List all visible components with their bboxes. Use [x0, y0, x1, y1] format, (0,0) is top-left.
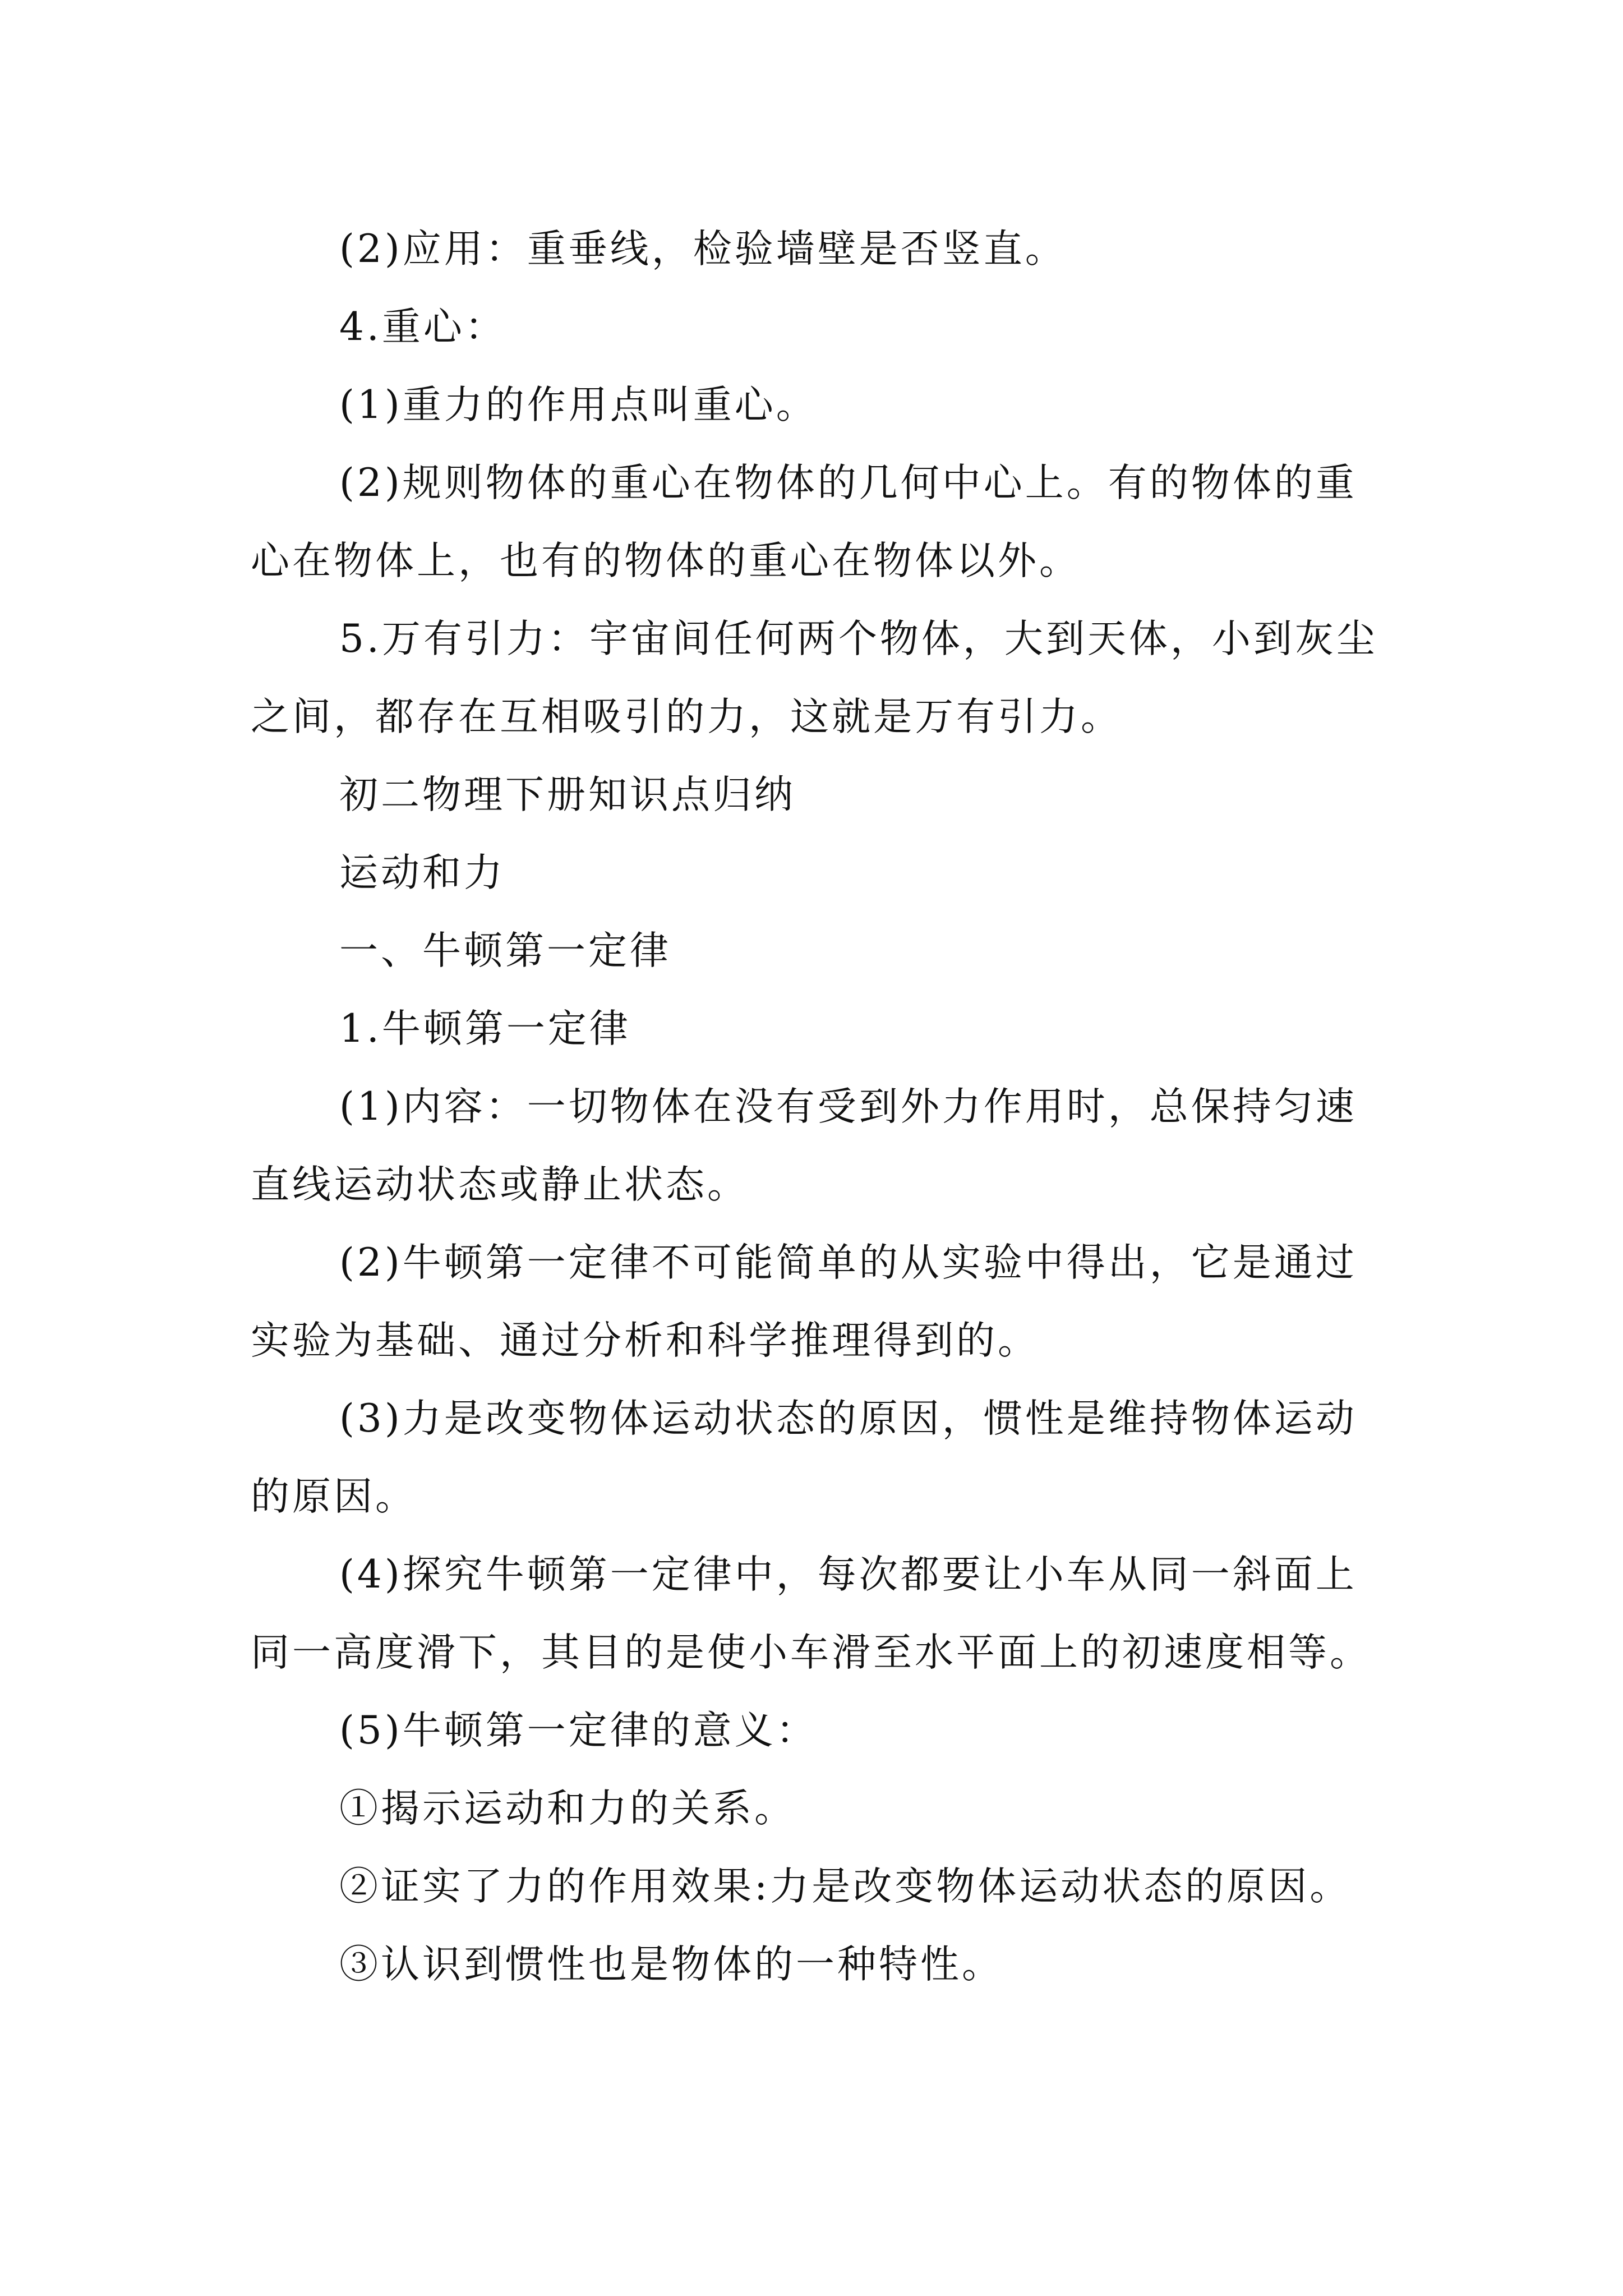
list-item-significance-3: ③认识到惯性也是物体的一种特性。 [339, 1942, 1003, 1987]
heading-center-of-gravity: 4.重心： [339, 305, 506, 349]
paragraph-law-derivation: (2)牛顿第一定律不可能简单的从实验中得出，它是通过实验为基础、通过分析和科学推理得到的。 [251, 1240, 1357, 1363]
paragraph-regular-object-center: (2)规则物体的重心在物体的几何中心上。有的物体的重心在物体上，也有的物体的重心在物体以外。 [251, 461, 1357, 583]
heading-newton-first-law: 一、牛顿第一定律 [339, 928, 671, 973]
subheading-newton-first-law: 1.牛顿第一定律 [339, 1006, 631, 1051]
document-body [251, 210, 1389, 2004]
paragraph-experiment-method: (4)探究牛顿第一定律中，每次都要让小车从同一斜面上同一高度滑下，其目的是使小车滑至水平面上的初速度相等。 [251, 1552, 1371, 1675]
paragraph-gravity-application: (2)应用：重垂线，检验墙壁是否竖直。 [339, 227, 1067, 272]
paragraph-center-of-gravity-definition: (1)重力的作用点叫重心。 [339, 383, 818, 427]
section-title-motion-and-force: 运动和力 [339, 850, 505, 895]
paragraph-law-significance: (5)牛顿第一定律的意义： [339, 1708, 818, 1753]
list-item-significance-1: ①揭示运动和力的关系。 [339, 1786, 796, 1831]
list-item-significance-2: ②证实了力的作用效果:力是改变物体运动状态的原因。 [339, 1864, 1352, 1909]
paragraph-force-and-inertia: (3)力是改变物体运动状态的原因，惯性是维持物体运动的原因。 [251, 1396, 1357, 1519]
section-title-knowledge-summary: 初二物理下册知识点归纳 [339, 772, 796, 817]
paragraph-law-content: (1)内容：一切物体在没有受到外力作用时，总保持匀速直线运动状态或静止状态。 [251, 1084, 1357, 1207]
paragraph-universal-gravitation: 5.万有引力：宇宙间任何两个物体，大到天体，小到灰尘之间，都存在互相吸引的力，这就是万有引力。 [251, 616, 1378, 739]
